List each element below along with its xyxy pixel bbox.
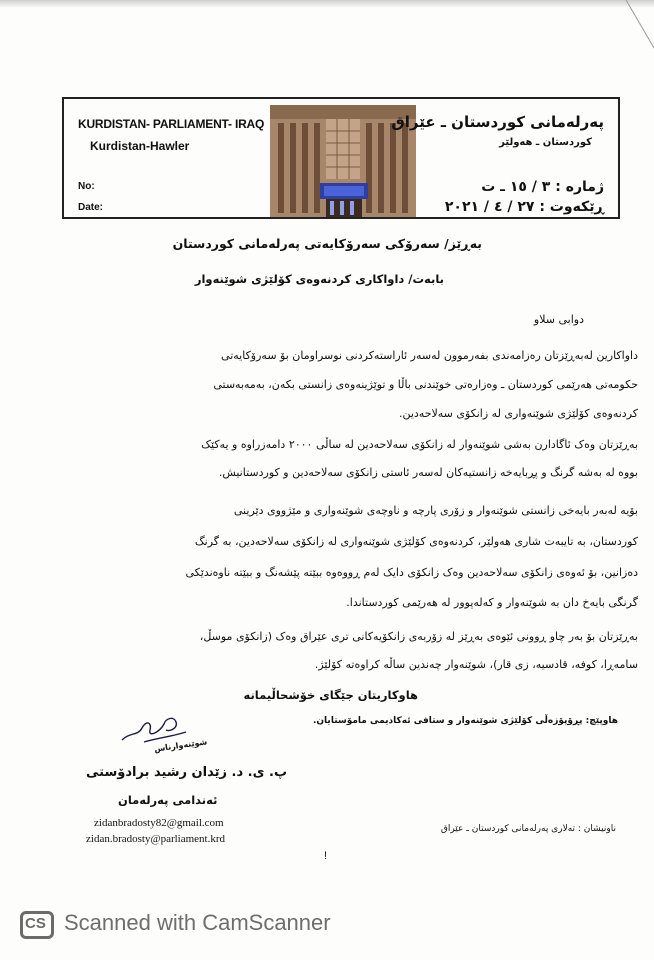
letterhead-kurdish-subtitle: کوردستان ـ هەولێر xyxy=(499,137,592,148)
signatory-name: پ. ی. د. زێدان رشید برادۆستی xyxy=(86,765,288,780)
page-fold-corner xyxy=(614,0,654,60)
signatory-title: ئەندامی پەرلەمان xyxy=(118,793,218,807)
letter-subject: بابەت/ داواکاری کردنەوەی کۆلێژی شوێنەوار xyxy=(194,272,444,286)
letter-date: ڕێکەوت : ٢٧ / ٤ / ٢٠٢١ xyxy=(444,199,604,215)
letter-body-line: بووە لە بەشە گرنگ و پڕبایەخە زانستیەکان لەسەر ئاستی زانکۆی سەلاحەدین و کوردستانیش. xyxy=(218,466,638,479)
letterhead-kurdish-title: پەرلەمانی کوردستان ـ عێراق xyxy=(391,113,604,131)
letter-body-line: بەڕێزتان وەک ئاگادارن بەشی شوێنەوار لە زانکۆی سەلاحەدین لە ساڵی ٢٠٠٠ دامەزراوە و یەکێک xyxy=(201,438,638,451)
scan-edge-shadow xyxy=(0,0,654,8)
letter-body-line: گرنگی بایەخ دان بە شوێنەوار و کەلەپوور لە هەرێمی کوردستاندا. xyxy=(346,596,638,609)
letter-body-line: بۆیە لەبەر بایەخی زانستی شوێنەوار و زۆری پارچە و ناوچەی شوێنەواری و مێژووی دێرینی xyxy=(233,504,638,517)
letter-number: ژمارە : ٣ / ١٥ ـ ت xyxy=(481,179,604,195)
signatory-email-link[interactable]: zidanbradosty82@gmail.com xyxy=(94,817,224,829)
signatory-email-link[interactable]: zidan.bradosty@parliament.krd xyxy=(86,833,226,845)
letter-body-line: سامەڕا، کوفە، قادسیە، زی قار)، شوێنەوار چەندین ساڵە کراوەتە کۆلێژ. xyxy=(314,658,638,671)
signature-handwritten-note: شوێنەوارناس xyxy=(153,737,208,754)
letterhead-number-label: No: xyxy=(78,181,95,192)
letter-body-line: کوردستان، بە تایبەت شاری هەولێر، کردنەوەی کۆلێژی شوێنەواری لە زانکۆی سەلاحەدین، بە گرنگ xyxy=(194,535,638,548)
letter-body-line: حکومەتی هەرێمی کوردستان ـ وەزارەتی خوێندنی باڵا و توێژینەوەی زانستی بکەن، بەمەبەستی xyxy=(213,378,638,391)
footer-address: ناونیشان : تەلاری پەرلەمانی کوردستان ـ عێراق xyxy=(440,824,616,834)
page-mark: ! xyxy=(324,850,328,862)
letter-body-line: بەڕێزتان بۆ بەر چاو ڕوونی ئێوەی بەڕێز لە زۆربەی زانکۆیەکانی تری عێراق وەک (زانکۆی موسڵ، xyxy=(199,630,638,643)
camscanner-label: Scanned with CamScanner xyxy=(64,910,331,935)
letter-body-line: داواکارین لەبەڕێزتان رەزامەندی بفەرموون لەسەر ئاراستەکردنی نوسراومان بۆ سەرۆکایەتی xyxy=(221,349,638,362)
camscanner-logo: CS xyxy=(20,911,54,939)
letter-greeting: دوابی سلاو xyxy=(533,313,584,326)
letter-body-line: کردنەوەی کۆلێژی شوێنەواری لە زانکۆی سەلاحەدین. xyxy=(398,407,638,420)
letter-closing: هاوکاریتان جێگای خۆشحاڵیمانە xyxy=(243,688,418,702)
letterhead xyxy=(62,97,620,219)
letter-attachment-note: هاوپێچ: پڕۆپۆزەڵی کۆلێژی شوێنەوار و ستافی ئەکادیمی مامۆستایان. xyxy=(312,716,618,726)
letter-body-line: دەزانین، بۆ ئەوەی زانکۆی سەلاحەدین وەک زانکۆی دایک لەم ڕووەوە ببێتە پێشەنگ و ببێتە ناوەندێکی xyxy=(185,566,638,579)
letter-addressee: بەڕێز/ سەرۆکی سەرۆکایەتی پەرلەمانی کوردستان xyxy=(172,236,482,251)
letterhead-english-title: KURDISTAN- PARLIAMENT- IRAQ xyxy=(78,117,265,131)
letterhead-english-subtitle: Kurdistan-Hawler xyxy=(90,139,190,153)
letterhead-date-label: Date: xyxy=(78,202,104,213)
camscanner-watermark xyxy=(0,900,654,960)
